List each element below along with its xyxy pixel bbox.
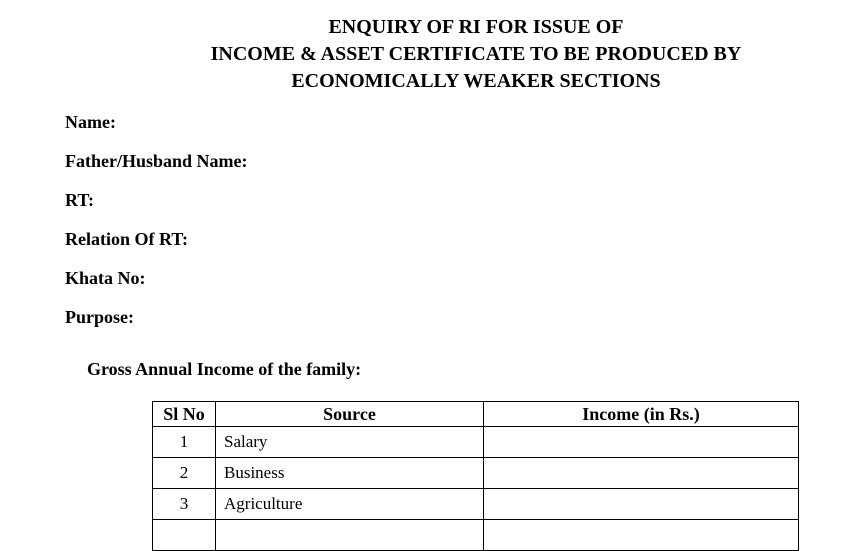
title-line: ENQUIRY OF RI FOR ISSUE OF <box>328 16 624 38</box>
field-khata-label: Khata No: <box>65 268 146 288</box>
cell-income <box>484 458 799 489</box>
cell-source: Salary <box>216 427 484 458</box>
cell-source: Business <box>216 458 484 489</box>
cell-income <box>484 489 799 520</box>
field-purpose-label: Purpose: <box>65 307 134 327</box>
document-title <box>0 14 856 95</box>
field-name-label: Name: <box>65 112 116 132</box>
table-header-row <box>153 402 799 427</box>
field-rt-label: RT: <box>65 190 95 210</box>
header-income: Income (in Rs.) <box>484 402 799 427</box>
title-line: ECONOMICALLY WEAKER SECTIONS <box>291 70 661 92</box>
title-line: INCOME & ASSET CERTIFICATE TO BE PRODUCED BY <box>210 43 742 65</box>
header-source: Source <box>216 402 484 427</box>
header-sl-no: Sl No <box>153 402 216 427</box>
income-heading: Gross Annual Income of the family: <box>87 359 362 379</box>
cell-income <box>484 520 799 551</box>
field-father-husband-label: Father/Husband Name: <box>65 151 248 171</box>
cell-sl-no: 1 <box>153 427 216 458</box>
cell-sl-no: 2 <box>153 458 216 489</box>
cell-source: Agriculture <box>216 489 484 520</box>
field-relation-rt-label: Relation Of RT: <box>65 229 189 249</box>
table-row <box>153 427 799 458</box>
cell-sl-no <box>153 520 216 551</box>
table-row <box>153 489 799 520</box>
table-row <box>153 520 799 551</box>
table-row <box>153 458 799 489</box>
cell-source <box>216 520 484 551</box>
cell-sl-no: 3 <box>153 489 216 520</box>
income-table <box>152 401 799 551</box>
cell-income <box>484 427 799 458</box>
